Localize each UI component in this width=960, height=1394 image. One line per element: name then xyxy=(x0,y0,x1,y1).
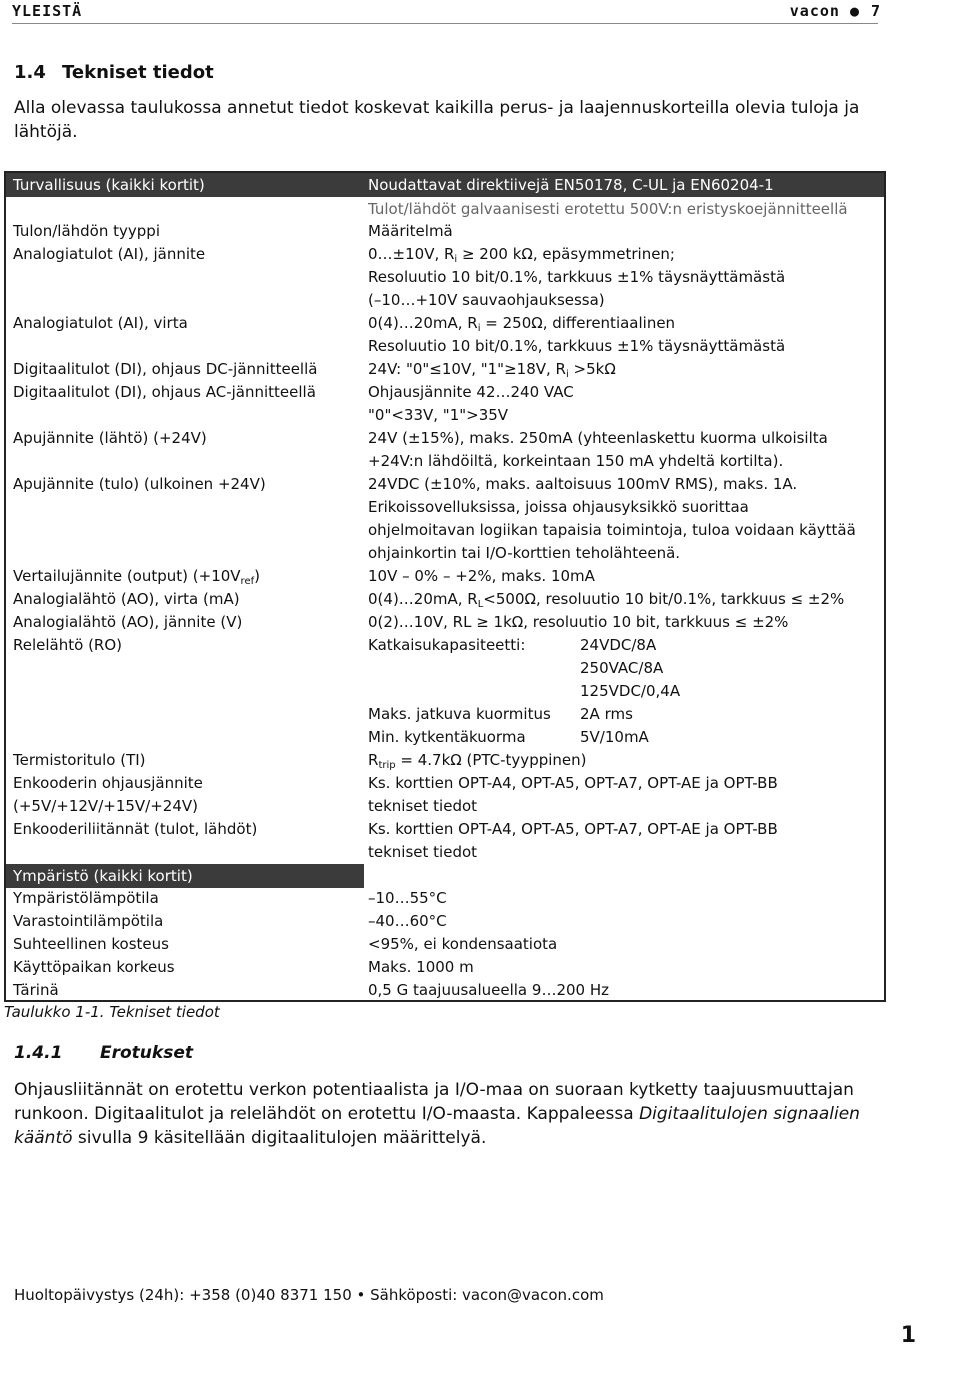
relay-min-label: Min. kytkentäkuorma xyxy=(368,728,526,746)
safety-value-band: Noudattavat direktiivejä EN50178, C-UL ja EN60204-1 xyxy=(364,173,884,197)
humidity-label: Suhteellinen kosteus xyxy=(13,935,169,953)
header-page: 7 xyxy=(870,2,880,20)
aux-in-value3: ohjelmoitavan logiikan tapaisia toimintoja, tuloa voidaan käyttää xyxy=(368,521,856,539)
relay-label: Relelähtö (RO) xyxy=(13,636,122,654)
header-rule xyxy=(12,23,878,24)
ambient-temp-value: –10…55°C xyxy=(368,889,447,907)
thermistor-label: Termistoritulo (TI) xyxy=(13,751,146,769)
ao-voltage-label: Analogialähtö (AO), jännite (V) xyxy=(13,613,243,631)
safety-band: Turvallisuus (kaikki kortit) xyxy=(6,173,364,197)
aux-out-value2: +24V:n lähdöiltä, korkeintaan 150 mA yhdeltä kortilta). xyxy=(368,452,784,470)
encoder-conn-value: Ks. korttien OPT-A4, OPT-A5, OPT-A7, OPT-AE ja OPT-BB xyxy=(368,820,778,838)
ai-voltage-value: 0…±10V, $R_i \ge 200$ kΩ, epäsymmetrinen; xyxy=(368,245,675,265)
relay-continuous-value: 2A rms xyxy=(580,705,633,723)
ambient-temp-label: Ympäristölämpötila xyxy=(13,889,159,907)
ao-current-label: Analogialähtö (AO), virta (mA) xyxy=(13,590,240,608)
table-caption: Taulukko 1-1. Tekniset tiedot xyxy=(4,1003,220,1021)
relay-capacity-1: 24VDC/8A xyxy=(580,636,657,654)
relay-continuous-label: Maks. jatkuva kuormitus xyxy=(368,705,551,723)
cross-reference-link[interactable]: Digitaalitulojen signaalien kääntö xyxy=(14,1104,860,1148)
ref-label: Vertailujännite (output) $(+10V_{ref})$ xyxy=(13,567,260,587)
relay-capacity-label: Katkaisukapasiteetti: xyxy=(368,636,526,654)
storage-temp-value: –40…60°C xyxy=(368,912,447,930)
ao-current-value: 0(4)…20mA, $R_L<500\Omega$, resoluutio 10 bit/0.1%, tarkkuus ≤ ±2% xyxy=(368,590,845,610)
aux-in-value2: Erikoissovelluksissa, joissa ohjausyksikkö suorittaa xyxy=(368,498,749,516)
page-number: 1 xyxy=(900,1323,916,1348)
encoder-voltage-value: Ks. korttien OPT-A4, OPT-A5, OPT-A7, OPT-AE ja OPT-BB xyxy=(368,774,778,792)
di-dc-value: 24V: "0"≤10V, "1"≥18V, $R_i >5k\Omega$ xyxy=(368,360,616,380)
aux-out-value: 24V (±15%), maks. 250mA (yhteenlaskettu kuorma ulkoisilta xyxy=(368,429,828,447)
relay-capacity-2: 250VAC/8A xyxy=(580,659,664,677)
environment-band: Ympäristö (kaikki kortit) xyxy=(6,864,364,888)
ref-value: 10V – 0% – +2%, maks. 10mA xyxy=(368,567,595,585)
isolation-paragraph: Ohjausliitännät on erotettu verkon potentiaalista ja I/O-maa on suoraan kytketty taajuusmuuttajan runkoon. Digitaalitulot ja relelähdöt on erotettu I/O-maasta. Kappaleessa Digitaalitulojen signaalien kääntö sivulla 9 käsitellään digitaalitulojen määrittelyä. xyxy=(14,1080,860,1148)
type-label: Tulon/lähdön tyyppi xyxy=(13,222,160,240)
ai-voltage-res: Resoluutio 10 bit/0.1%, tarkkuus ±1% täysnäyttämästä xyxy=(368,268,786,286)
aux-in-value4: ohjainkortin tai I/O-korttien teholähteenä. xyxy=(368,544,681,562)
vibration-label: Tärinä xyxy=(13,981,59,999)
ai-current-res: Resoluutio 10 bit/0.1%, tarkkuus ±1% täysnäyttämästä xyxy=(368,337,786,355)
footer-contact: Huoltopäivystys (24h): +358 (0)40 8371 150 • Sähköposti: vacon@vacon.com xyxy=(14,1286,604,1304)
page-header xyxy=(0,0,960,26)
altitude-label: Käyttöpaikan korkeus xyxy=(13,958,175,976)
thermistor-value: $R_{trip} = 4.7k\Omega$ (PTC-tyyppinen) xyxy=(368,751,587,771)
di-ac-label: Digitaalitulot (DI), ohjaus AC-jännitteellä xyxy=(13,383,316,401)
altitude-value: Maks. 1000 m xyxy=(368,958,474,976)
ai-voltage-label: Analogiatulot (AI), jännite xyxy=(13,245,206,263)
encoder-conn-label: Enkooderiliitännät (tulot, lähdöt) xyxy=(13,820,258,838)
header-brand: vacon ● xyxy=(789,2,860,20)
relay-capacity-3: 125VDC/0,4A xyxy=(580,682,681,700)
encoder-voltage-label2: (+5V/+12V/+15V/+24V) xyxy=(13,797,198,815)
safety-value2: Tulot/lähdöt galvaanisesti erotettu 500V:n eristyskoejännitteellä xyxy=(368,200,848,218)
type-value: Määritelmä xyxy=(368,222,453,240)
di-dc-label: Digitaalitulot (DI), ohjaus DC-jännitteellä xyxy=(13,360,318,378)
encoder-voltage-value2: tekniset tiedot xyxy=(368,797,478,815)
di-ac-levels: "0"<33V, "1">35V xyxy=(368,406,509,424)
storage-temp-label: Varastointilämpötila xyxy=(13,912,164,930)
relay-min-value: 5V/10mA xyxy=(580,728,649,746)
ai-current-value: 0(4)…20mA, $R_i = 250\Omega$, differentiaalinen xyxy=(368,314,676,334)
intro-text: Alla olevassa taulukossa annetut tiedot koskevat kaikilla perus- ja laajennuskorteilla olevia tuloja ja lähtöjä. xyxy=(14,98,860,142)
spec-table xyxy=(4,171,886,1002)
ai-current-label: Analogiatulot (AI), virta xyxy=(13,314,188,332)
encoder-voltage-label: Enkooderin ohjausjännite xyxy=(13,774,203,792)
subsection-title: 1.4.1 Erotukset xyxy=(14,1043,193,1063)
section-title: 1.4 Tekniset tiedot xyxy=(14,62,214,83)
ao-voltage-value: 0(2)…10V, RL ≥ 1kΩ, resoluutio 10 bit, tarkkuus ≤ ±2% xyxy=(368,613,789,631)
humidity-value: <95%, ei kondensaatiota xyxy=(368,935,558,953)
ai-voltage-joystick: (–10…+10V sauvaohjauksessa) xyxy=(368,291,605,309)
aux-out-label: Apujännite (lähtö) (+24V) xyxy=(13,429,207,447)
vibration-value: 0,5 G taajuusalueella 9…200 Hz xyxy=(368,981,609,999)
header-section: YLEISTÄ xyxy=(12,2,83,20)
aux-in-label: Apujännite (tulo) (ulkoinen +24V) xyxy=(13,475,266,493)
encoder-conn-value2: tekniset tiedot xyxy=(368,843,478,861)
aux-in-value: 24VDC (±10%, maks. aaltoisuus 100mV RMS), maks. 1A. xyxy=(368,475,798,493)
di-ac-value: Ohjausjännite 42…240 VAC xyxy=(368,383,574,401)
